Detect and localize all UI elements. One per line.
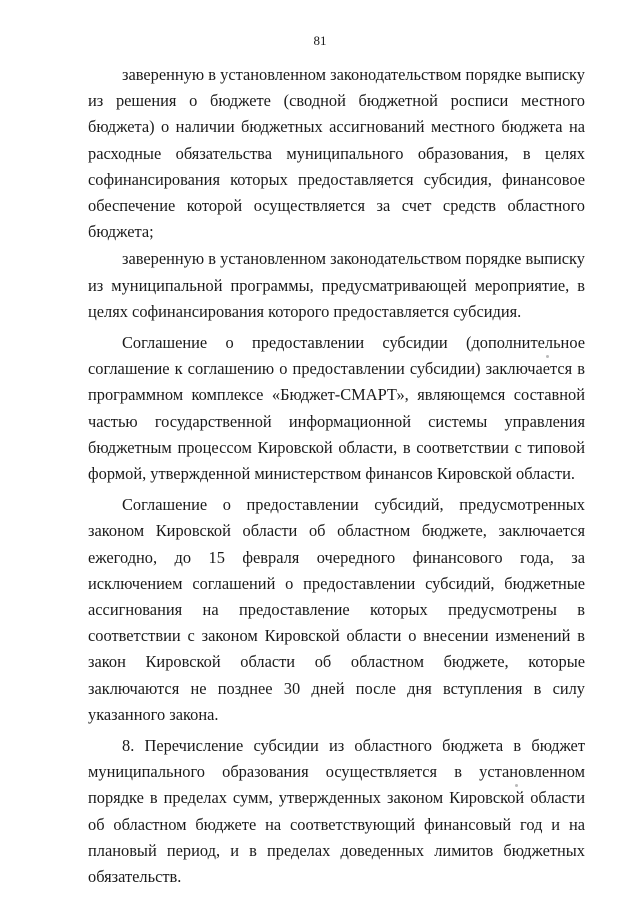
paragraph-agreement-deadline: Соглашение о предоставлении субсидий, предусмотренных законом Кировской области об областном бюджете, заключается ежегодно, до 15 февраля очередного финансового года, за исключением соглашений о предоставлении субсидий, бюджетные ассигнования на предоставление которых предусмотрены в соответствии с законом Кировской области о внесении изменений в закон Кировской области об областном бюджете, которые заключаются не позднее 30 дней после дня вступления в силу указанного закона. [88,495,585,724]
page-number: 81 [313,33,327,48]
scan-artifact [546,355,549,358]
paragraph-extract-municipal-program: заверенную в установленном законодательством порядке выписку из муниципальной программы, предусматривающей мероприятие, в целях софинансирования которого предоставляется субсидия. [88,249,585,321]
scan-artifact [515,784,518,787]
paragraph-extract-budget-decision: заверенную в установленном законодательством порядке выписку из решения о бюджете (сводной бюджетной росписи местного бюджета) о наличии бюджетных ассигнований местного бюджета на расходные обязательства муниципального образования, в целях софинансирования которых предоставляется субсидия, финансовое обеспечение которой осуществляется за счет средств областного бюджета; [88,65,585,242]
document-body [88,62,585,890]
paragraph-agreement-budget-smart: Соглашение о предоставлении субсидии (дополнительное соглашение к соглашению о предоставлении субсидии) заключается в программном комплексе «Бюджет-СМАРТ», являющемся составной частью государственной информационной системы управления бюджетным процессом Кировской области, в соответствии с типовой формой, утвержденной министерством финансов Кировской области. [88,333,585,484]
paragraph-subsidy-transfer: 8. Перечисление субсидии из областного бюджета в бюджет муниципального образования осуществляется в установленном порядке в пределах сумм, утвержденных законом Кировской области об областном бюджете на соответствующий финансовый год и на плановый период, и в пределах доведенных лимитов бюджетных обязательств. [88,736,585,887]
